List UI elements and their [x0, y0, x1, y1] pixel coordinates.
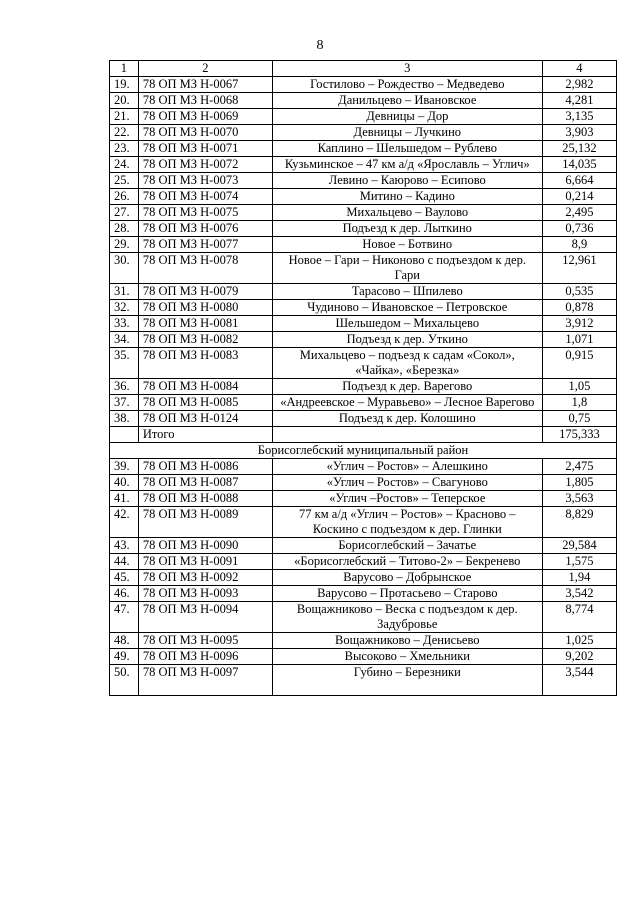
road-name: Кузьминское – 47 км а/д «Ярославль – Углич»	[272, 157, 542, 173]
road-length: 0,75	[542, 411, 616, 427]
road-code: 78 ОП МЗ Н-0069	[138, 109, 272, 125]
table-row	[110, 665, 617, 696]
road-name: Новое – Ботвино	[272, 237, 542, 253]
road-length: 12,961	[542, 253, 616, 284]
road-name: Подъезд к дер. Варегово	[272, 379, 542, 395]
table-row	[110, 475, 617, 491]
road-length: 14,035	[542, 157, 616, 173]
row-number: 30.	[110, 253, 139, 284]
row-number: 38.	[110, 411, 139, 427]
road-name: Подъезд к дер. Колошино	[272, 411, 542, 427]
table-row	[110, 300, 617, 316]
road-name: Губино – Березники	[272, 665, 542, 696]
road-code: 78 ОП МЗ Н-0073	[138, 173, 272, 189]
road-name: Новое – Гари – Никоново с подъездом к дер. Гари	[272, 253, 542, 284]
road-name: «Углич –Ростов» – Теперское	[272, 491, 542, 507]
table-row	[110, 284, 617, 300]
table-row	[110, 379, 617, 395]
road-code: 78 ОП МЗ Н-0076	[138, 221, 272, 237]
road-code: 78 ОП МЗ Н-0074	[138, 189, 272, 205]
road-code: 78 ОП МЗ Н-0089	[138, 507, 272, 538]
table-row	[110, 507, 617, 538]
road-name: Каплино – Шельшедом – Рублево	[272, 141, 542, 157]
road-code: 78 ОП МЗ Н-0085	[138, 395, 272, 411]
table-row	[110, 586, 617, 602]
road-length: 3,135	[542, 109, 616, 125]
road-name: Чудиново – Ивановское – Петровское	[272, 300, 542, 316]
road-length: 1,071	[542, 332, 616, 348]
road-code: 78 ОП МЗ Н-0092	[138, 570, 272, 586]
row-number: 25.	[110, 173, 139, 189]
road-code: 78 ОП МЗ Н-0096	[138, 649, 272, 665]
road-code: 78 ОП МЗ Н-0091	[138, 554, 272, 570]
row-number: 39.	[110, 459, 139, 475]
road-code: 78 ОП МЗ Н-0077	[138, 237, 272, 253]
row-number: 26.	[110, 189, 139, 205]
header-col-1: 1	[110, 61, 139, 77]
table-row	[110, 570, 617, 586]
road-length: 0,214	[542, 189, 616, 205]
table-row	[110, 395, 617, 411]
total-num-cell	[110, 427, 139, 443]
road-length: 1,8	[542, 395, 616, 411]
road-code: 78 ОП МЗ Н-0097	[138, 665, 272, 696]
total-section	[110, 427, 617, 459]
road-code: 78 ОП МЗ Н-0084	[138, 379, 272, 395]
road-name: «Борисоглебский – Титово-2» – Бекренево	[272, 554, 542, 570]
row-number: 45.	[110, 570, 139, 586]
road-name: Подъезд к дер. Лыткино	[272, 221, 542, 237]
road-name: Гостилово – Рождество – Медведево	[272, 77, 542, 93]
road-length: 29,584	[542, 538, 616, 554]
road-name: «Андреевское – Муравьево» – Лесное Варегово	[272, 395, 542, 411]
row-number: 35.	[110, 348, 139, 379]
road-length: 0,736	[542, 221, 616, 237]
row-number: 19.	[110, 77, 139, 93]
road-code: 78 ОП МЗ Н-0070	[138, 125, 272, 141]
table-row	[110, 602, 617, 633]
table-row	[110, 93, 617, 109]
header-col-3: 3	[272, 61, 542, 77]
row-number: 50.	[110, 665, 139, 696]
road-name: «Углич – Ростов» – Свагуново	[272, 475, 542, 491]
row-number: 34.	[110, 332, 139, 348]
total-row	[110, 427, 617, 443]
road-code: 78 ОП МЗ Н-0067	[138, 77, 272, 93]
table-row	[110, 189, 617, 205]
row-number: 42.	[110, 507, 139, 538]
road-name: Подъезд к дер. Уткино	[272, 332, 542, 348]
road-name: Левино – Каюрово – Есипово	[272, 173, 542, 189]
table-row	[110, 332, 617, 348]
table-row	[110, 554, 617, 570]
total-label: Итого	[138, 427, 272, 443]
total-value: 175,333	[542, 427, 616, 443]
row-number: 23.	[110, 141, 139, 157]
table-row	[110, 237, 617, 253]
header-col-2: 2	[138, 61, 272, 77]
road-code: 78 ОП МЗ Н-0087	[138, 475, 272, 491]
road-length: 8,774	[542, 602, 616, 633]
table-row	[110, 253, 617, 284]
table-row	[110, 173, 617, 189]
table-row	[110, 411, 617, 427]
header-col-4: 4	[542, 61, 616, 77]
road-length: 3,544	[542, 665, 616, 696]
row-number: 32.	[110, 300, 139, 316]
road-length: 2,982	[542, 77, 616, 93]
road-code: 78 ОП МЗ Н-0078	[138, 253, 272, 284]
row-number: 37.	[110, 395, 139, 411]
road-name: 77 км а/д «Углич – Ростов» – Красново – Коскино с подъездом к дер. Глинки	[272, 507, 542, 538]
road-name: Митино – Кадино	[272, 189, 542, 205]
road-length: 1,575	[542, 554, 616, 570]
row-number: 33.	[110, 316, 139, 332]
road-code: 78 ОП МЗ Н-0124	[138, 411, 272, 427]
road-name: «Углич – Ростов» – Алешкино	[272, 459, 542, 475]
road-code: 78 ОП МЗ Н-0079	[138, 284, 272, 300]
row-number: 22.	[110, 125, 139, 141]
road-code: 78 ОП МЗ Н-0080	[138, 300, 272, 316]
road-code: 78 ОП МЗ Н-0086	[138, 459, 272, 475]
section-row	[110, 443, 617, 459]
header-row	[110, 61, 617, 77]
table-row	[110, 538, 617, 554]
road-code: 78 ОП МЗ Н-0071	[138, 141, 272, 157]
road-length: 1,805	[542, 475, 616, 491]
row-number: 27.	[110, 205, 139, 221]
table-row	[110, 221, 617, 237]
table-row	[110, 77, 617, 93]
road-length: 3,542	[542, 586, 616, 602]
road-name: Михальцево – подъезд к садам «Сокол», «Чайка», «Березка»	[272, 348, 542, 379]
row-number: 20.	[110, 93, 139, 109]
road-code: 78 ОП МЗ Н-0088	[138, 491, 272, 507]
table-row	[110, 205, 617, 221]
road-code: 78 ОП МЗ Н-0075	[138, 205, 272, 221]
row-number: 44.	[110, 554, 139, 570]
table-row	[110, 491, 617, 507]
road-name: Вощажниково – Веска с подъездом к дер. Задубровье	[272, 602, 542, 633]
table-row	[110, 141, 617, 157]
road-name: Вощажниково – Денисьево	[272, 633, 542, 649]
road-length: 3,912	[542, 316, 616, 332]
row-number: 43.	[110, 538, 139, 554]
road-length: 8,9	[542, 237, 616, 253]
road-length: 0,878	[542, 300, 616, 316]
road-code: 78 ОП МЗ Н-0094	[138, 602, 272, 633]
road-name: Девницы – Лучкино	[272, 125, 542, 141]
row-number: 46.	[110, 586, 139, 602]
row-number: 28.	[110, 221, 139, 237]
road-name: Михальцево – Ваулово	[272, 205, 542, 221]
road-code: 78 ОП МЗ Н-0095	[138, 633, 272, 649]
road-length: 0,535	[542, 284, 616, 300]
road-name: Варусово – Протасьево – Старово	[272, 586, 542, 602]
table-body-part-2	[110, 459, 617, 696]
row-number: 41.	[110, 491, 139, 507]
table-row	[110, 125, 617, 141]
total-empty-cell	[272, 427, 542, 443]
road-length: 3,563	[542, 491, 616, 507]
road-code: 78 ОП МЗ Н-0068	[138, 93, 272, 109]
row-number: 29.	[110, 237, 139, 253]
roads-table	[109, 60, 617, 696]
row-number: 21.	[110, 109, 139, 125]
row-number: 49.	[110, 649, 139, 665]
road-code: 78 ОП МЗ Н-0090	[138, 538, 272, 554]
road-length: 1,05	[542, 379, 616, 395]
table-row	[110, 348, 617, 379]
road-length: 9,202	[542, 649, 616, 665]
road-code: 78 ОП МЗ Н-0072	[138, 157, 272, 173]
table-body-part-1	[110, 77, 617, 427]
table-row	[110, 316, 617, 332]
road-name: Девницы – Дор	[272, 109, 542, 125]
row-number: 36.	[110, 379, 139, 395]
road-code: 78 ОП МЗ Н-0081	[138, 316, 272, 332]
road-length: 2,495	[542, 205, 616, 221]
road-length: 3,903	[542, 125, 616, 141]
road-length: 1,94	[542, 570, 616, 586]
road-name: Борисоглебский – Зачатье	[272, 538, 542, 554]
row-number: 40.	[110, 475, 139, 491]
table-row	[110, 109, 617, 125]
road-name: Данильцево – Ивановское	[272, 93, 542, 109]
road-length: 6,664	[542, 173, 616, 189]
table-row	[110, 157, 617, 173]
row-number: 48.	[110, 633, 139, 649]
row-number: 24.	[110, 157, 139, 173]
road-length: 25,132	[542, 141, 616, 157]
table-header	[110, 61, 617, 77]
road-name: Высоково – Хмельники	[272, 649, 542, 665]
road-length: 4,281	[542, 93, 616, 109]
table-row	[110, 633, 617, 649]
road-name: Шельшедом – Михальцево	[272, 316, 542, 332]
road-length: 2,475	[542, 459, 616, 475]
road-code: 78 ОП МЗ Н-0083	[138, 348, 272, 379]
road-name: Тарасово – Шпилево	[272, 284, 542, 300]
table-row	[110, 649, 617, 665]
road-length: 8,829	[542, 507, 616, 538]
road-name: Варусово – Добрынское	[272, 570, 542, 586]
row-number: 47.	[110, 602, 139, 633]
section-title: Борисоглебский муниципальный район	[110, 443, 617, 459]
road-length: 1,025	[542, 633, 616, 649]
road-code: 78 ОП МЗ Н-0093	[138, 586, 272, 602]
table-row	[110, 459, 617, 475]
road-code: 78 ОП МЗ Н-0082	[138, 332, 272, 348]
page-number: 8	[316, 38, 324, 53]
road-length: 0,915	[542, 348, 616, 379]
row-number: 31.	[110, 284, 139, 300]
